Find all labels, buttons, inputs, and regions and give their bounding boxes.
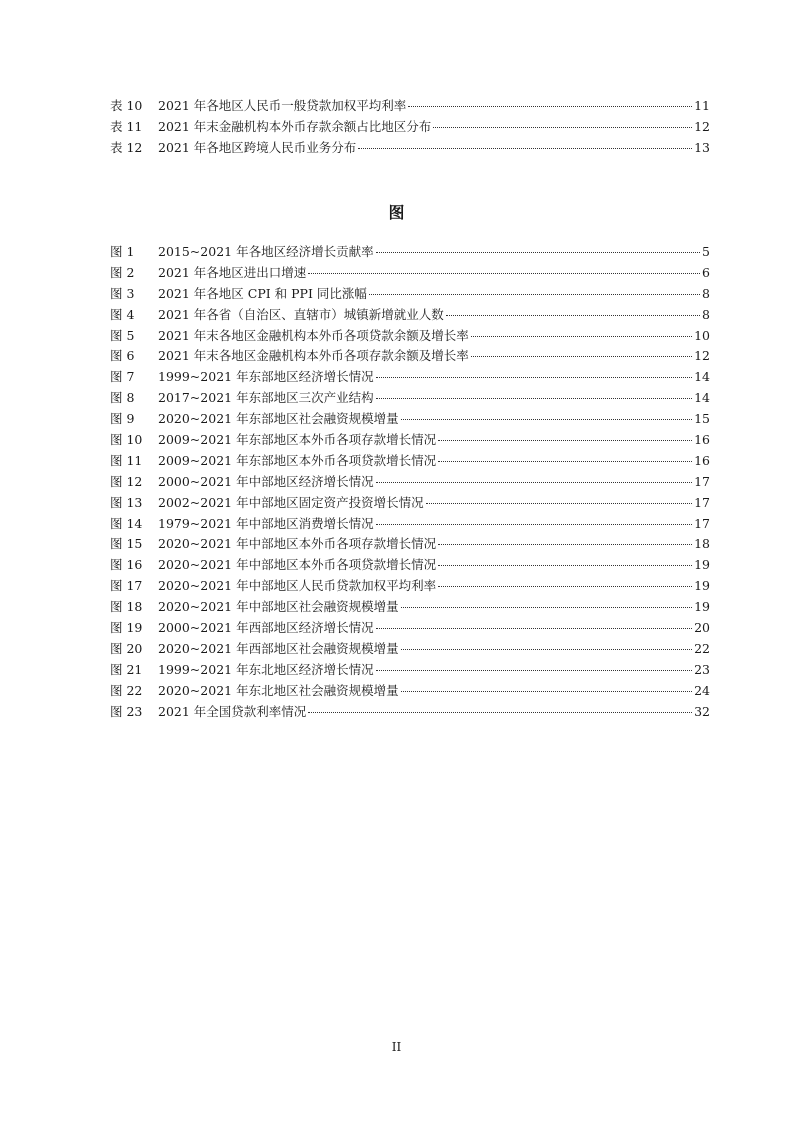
entry-label: 图 16 — [110, 557, 143, 573]
entry-page: 24 — [694, 682, 710, 698]
toc-entry[interactable] — [110, 326, 710, 347]
entry-page: 8 — [702, 285, 710, 301]
entry-page: 10 — [694, 327, 710, 343]
dot-leader — [401, 607, 693, 608]
toc-entry[interactable] — [110, 346, 710, 367]
entry-page: 16 — [694, 452, 710, 468]
entry-page: 17 — [694, 515, 710, 531]
entry-title: 2021 年末各地区金融机构本外币各项存款余额及增长率 — [158, 348, 469, 364]
entry-page: 14 — [694, 369, 710, 385]
dot-leader — [308, 712, 692, 713]
toc-entry[interactable] — [110, 367, 710, 388]
toc-entry[interactable] — [110, 451, 710, 472]
toc-entry[interactable] — [110, 138, 710, 159]
entry-label: 图 8 — [110, 390, 135, 406]
dot-leader — [438, 565, 692, 566]
entry-label: 图 6 — [110, 348, 135, 364]
toc-entry[interactable] — [110, 681, 710, 702]
entry-label: 图 11 — [110, 452, 143, 468]
dot-leader — [438, 586, 692, 587]
dot-leader — [401, 419, 693, 420]
dot-leader — [401, 691, 693, 692]
toc-entry[interactable] — [110, 430, 710, 451]
entry-page: 17 — [694, 494, 710, 510]
entry-title: 2021 年末各地区金融机构本外币各项贷款余额及增长率 — [158, 327, 469, 343]
entry-page: 13 — [694, 139, 710, 155]
entry-page: 12 — [694, 118, 710, 134]
dot-leader — [369, 294, 700, 295]
entry-label: 图 5 — [110, 327, 135, 343]
entry-label: 图 7 — [110, 369, 135, 385]
dot-leader — [376, 377, 693, 378]
entry-label: 表 10 — [110, 98, 143, 113]
entry-page: 32 — [694, 703, 710, 719]
toc-entry[interactable] — [110, 409, 710, 430]
toc-entry[interactable] — [110, 514, 710, 535]
entry-label: 图 22 — [110, 682, 143, 698]
entry-title: 2002~2021 年中部地区固定资产投资增长情况 — [158, 494, 424, 510]
toc-entry[interactable] — [110, 305, 710, 326]
entry-page: 19 — [694, 599, 710, 615]
entry-page: 23 — [694, 661, 710, 677]
toc-entry[interactable] — [110, 472, 710, 493]
dot-leader — [376, 398, 693, 399]
dot-leader — [358, 148, 692, 149]
dot-leader — [376, 252, 700, 253]
dot-leader — [471, 336, 692, 337]
dot-leader — [471, 356, 692, 357]
entry-title: 1999~2021 年东北地区经济增长情况 — [158, 661, 374, 677]
toc-entry[interactable] — [110, 702, 710, 723]
entry-title: 1999~2021 年东部地区经济增长情况 — [158, 369, 374, 385]
entry-title: 2021 年末金融机构本外币存款余额占比地区分布 — [158, 118, 432, 134]
dot-leader — [438, 544, 692, 545]
toc-entry[interactable] — [110, 242, 710, 263]
entry-label: 图 2 — [110, 264, 135, 280]
entry-label: 表 12 — [110, 139, 143, 155]
entry-title: 2020~2021 年东部地区社会融资规模增量 — [158, 411, 399, 427]
entry-page: 19 — [694, 557, 710, 573]
toc-entry[interactable] — [110, 263, 710, 284]
entry-title: 2021 年各地区跨境人民币业务分布 — [158, 139, 357, 155]
toc-entry[interactable] — [110, 534, 710, 555]
entry-label: 图 21 — [110, 661, 143, 677]
entry-page: 17 — [694, 473, 710, 489]
entry-label: 图 13 — [110, 494, 143, 510]
entry-label: 图 19 — [110, 620, 143, 636]
entry-label: 图 9 — [110, 411, 135, 427]
tables-toc-list — [110, 96, 710, 159]
entry-page: 6 — [702, 264, 710, 280]
entry-label: 图 23 — [110, 703, 143, 719]
entry-title: 2021 年各地区进出口增速 — [158, 264, 307, 280]
entry-label: 表 11 — [110, 118, 143, 134]
entry-page: 22 — [694, 640, 710, 656]
toc-entry[interactable] — [110, 493, 710, 514]
entry-page: 12 — [694, 348, 710, 364]
entry-label: 图 4 — [110, 306, 135, 322]
page-number: II — [391, 1040, 402, 1054]
figures-toc-list — [110, 242, 710, 722]
dot-leader — [408, 106, 692, 107]
entry-page: 18 — [694, 536, 710, 552]
entry-label: 图 18 — [110, 599, 143, 615]
toc-entry[interactable] — [110, 660, 710, 681]
entry-page: 15 — [694, 411, 710, 427]
entry-label: 图 3 — [110, 285, 135, 301]
dot-leader — [376, 628, 693, 629]
entry-page: 11 — [694, 98, 710, 113]
dot-leader — [438, 440, 692, 441]
entry-page: 8 — [702, 306, 710, 322]
entry-title: 2009~2021 年东部地区本外币各项贷款增长情况 — [158, 452, 437, 468]
entry-label: 图 14 — [110, 515, 143, 531]
entry-label: 图 17 — [110, 578, 143, 594]
toc-entry[interactable] — [110, 96, 710, 117]
entry-page: 19 — [694, 578, 710, 594]
entry-title: 2020~2021 年中部地区社会融资规模增量 — [158, 599, 399, 615]
entry-title: 2021 年各地区 CPI 和 PPI 同比涨幅 — [158, 285, 367, 301]
dot-leader — [438, 461, 692, 462]
dot-leader — [376, 482, 693, 483]
entry-title: 2000~2021 年西部地区经济增长情况 — [158, 620, 374, 636]
toc-entry[interactable] — [110, 639, 710, 660]
entry-label: 图 10 — [110, 432, 143, 448]
entry-label: 图 12 — [110, 473, 143, 489]
entry-page: 16 — [694, 432, 710, 448]
entry-title: 2021 年全国贷款利率情况 — [158, 703, 307, 719]
toc-entry[interactable] — [110, 284, 710, 305]
entry-title: 2020~2021 年中部地区人民币贷款加权平均利率 — [158, 578, 437, 594]
toc-entry[interactable] — [110, 555, 710, 576]
entry-title: 2015~2021 年各地区经济增长贡献率 — [158, 244, 374, 259]
entry-title: 2021 年各地区人民币一般贷款加权平均利率 — [158, 98, 407, 113]
entry-label: 图 1 — [110, 244, 135, 259]
entry-title: 2017~2021 年东部地区三次产业结构 — [158, 390, 374, 406]
dot-leader — [426, 503, 693, 504]
entry-title: 1979~2021 年中部地区消费增长情况 — [158, 515, 374, 531]
dot-leader — [308, 273, 700, 274]
dot-leader — [376, 524, 693, 525]
toc-entry[interactable] — [110, 388, 710, 409]
entry-label: 图 20 — [110, 640, 143, 656]
toc-entry[interactable] — [110, 618, 710, 639]
toc-entry[interactable] — [110, 117, 710, 138]
entry-title: 2021 年各省（自治区、直辖市）城镇新增就业人数 — [158, 306, 444, 322]
dot-leader — [446, 315, 700, 316]
entry-page: 5 — [702, 244, 710, 259]
entry-label: 图 15 — [110, 536, 143, 552]
toc-entry[interactable] — [110, 576, 710, 597]
dot-leader — [376, 670, 693, 671]
entry-page: 20 — [694, 620, 710, 636]
figures-heading: 图 — [388, 203, 405, 222]
entry-title: 2020~2021 年西部地区社会融资规模增量 — [158, 640, 399, 656]
toc-entry[interactable] — [110, 597, 710, 618]
entry-page: 14 — [694, 390, 710, 406]
entry-title: 2009~2021 年东部地区本外币各项存款增长情况 — [158, 432, 437, 448]
entry-title: 2000~2021 年中部地区经济增长情况 — [158, 473, 374, 489]
dot-leader — [433, 127, 692, 128]
entry-title: 2020~2021 年中部地区本外币各项存款增长情况 — [158, 536, 437, 552]
dot-leader — [401, 649, 693, 650]
entry-title: 2020~2021 年中部地区本外币各项贷款增长情况 — [158, 557, 437, 573]
entry-title: 2020~2021 年东北地区社会融资规模增量 — [158, 682, 399, 698]
